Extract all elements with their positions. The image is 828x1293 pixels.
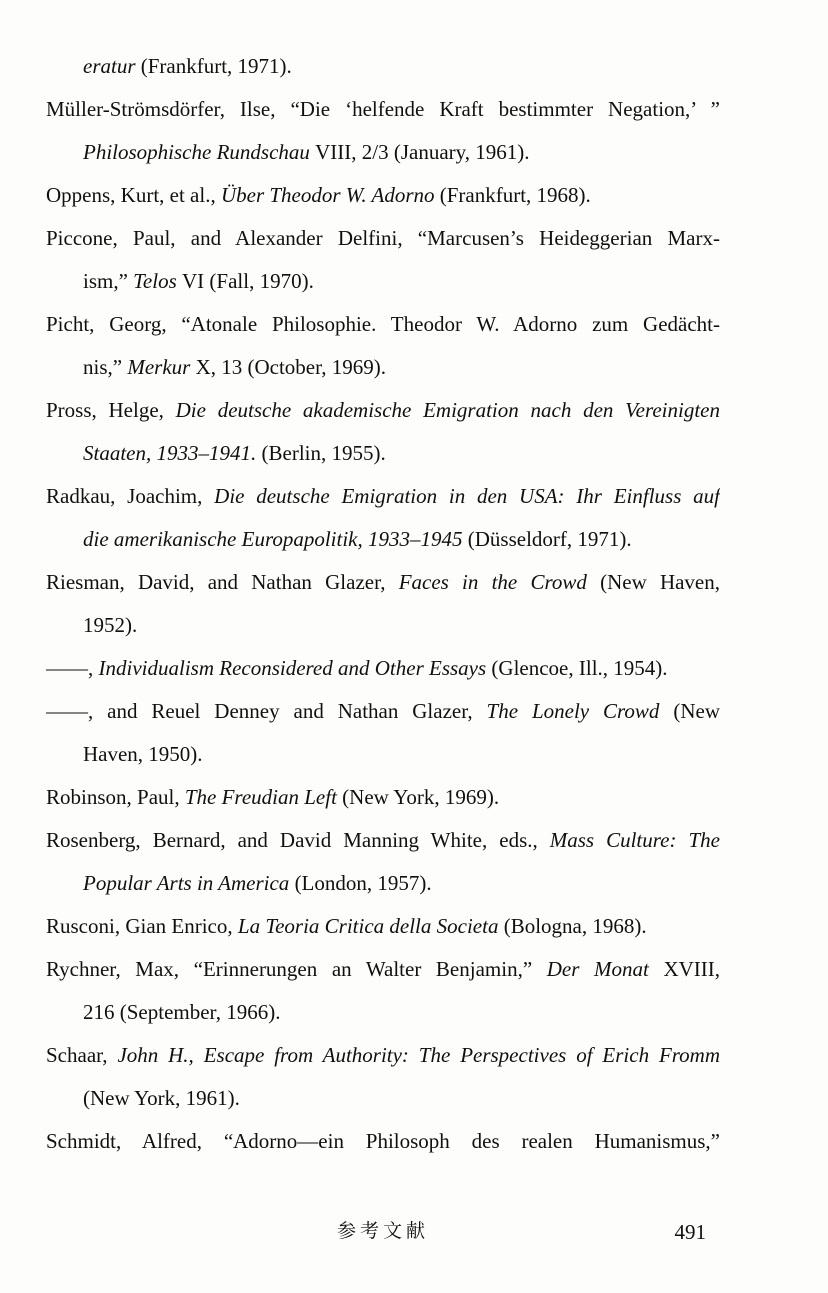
bib-text-italic: John H., Escape from Authority: The Perspectives of Erich Fromm: [117, 1043, 720, 1067]
bib-line: [46, 604, 720, 647]
bib-text-italic: Faces in the Crowd: [398, 570, 601, 594]
bib-text: nis,”: [83, 355, 128, 379]
bib-line: [46, 260, 720, 303]
bib-text: (Berlin, 1955).: [261, 441, 386, 465]
bib-line: [46, 518, 720, 561]
bib-text: Rychner, Max, “Erinnerungen an Walter Benjamin,”: [46, 957, 547, 981]
bib-text-italic: Merkur: [127, 355, 196, 379]
footer-section-title: 参考文献: [336, 1221, 430, 1242]
bib-line: [46, 948, 720, 991]
bib-text: Robinson, Paul,: [46, 785, 185, 809]
bib-line: [46, 88, 720, 131]
bibliography-text-block: [46, 45, 720, 1163]
bib-line: [46, 1034, 720, 1077]
bib-text: (New Haven,: [600, 570, 720, 594]
bib-text: Radkau, Joachim,: [46, 484, 215, 508]
bib-text-italic: eratur: [83, 54, 141, 78]
bib-text-italic: The Freudian Left: [184, 785, 343, 809]
bib-line: [46, 217, 720, 260]
bib-line: [46, 733, 720, 776]
bib-line: [46, 905, 720, 948]
bib-text: ——,: [46, 656, 99, 680]
bib-text: Haven, 1950).: [83, 742, 203, 766]
bib-text: Schmidt, Alfred, “Adorno—ein Philosoph des realen Humanismus,”: [46, 1129, 720, 1153]
bib-text-italic: Die deutsche Emigration in den USA: Ihr Einfluss auf: [214, 484, 720, 508]
bib-text: X, 13 (October, 1969).: [195, 355, 387, 379]
bib-text: (Frankfurt, 1968).: [439, 183, 591, 207]
bib-text-italic: Staaten, 1933–1941.: [83, 441, 262, 465]
bib-text: Piccone, Paul, and Alexander Delfini, “Marcusen’s Heideggerian Marx-: [46, 226, 720, 250]
bib-line: [46, 346, 720, 389]
footer-page-number: 491: [674, 1220, 706, 1244]
bib-text-italic: Über Theodor W. Adorno: [220, 183, 440, 207]
bib-line: [46, 475, 720, 518]
bib-line: [46, 1120, 720, 1163]
bib-line: [46, 991, 720, 1034]
bib-text: (London, 1957).: [294, 871, 432, 895]
bib-text: (New York, 1969).: [342, 785, 500, 809]
bib-line: [46, 45, 720, 88]
bib-text: (New York, 1961).: [83, 1086, 240, 1110]
bib-text: Oppens, Kurt, et al.,: [46, 183, 221, 207]
bib-line: [46, 776, 720, 819]
bib-text-italic: Die deutsche akademische Emigration nach den Vereinigten: [175, 398, 720, 422]
bib-text-italic: La Teoria Critica della Societa: [237, 914, 504, 938]
bib-text: (New: [673, 699, 720, 723]
bib-text-italic: The Lonely Crowd: [486, 699, 674, 723]
bib-line: [46, 862, 720, 905]
bib-text: (Glencoe, Ill., 1954).: [491, 656, 668, 680]
bib-text: Pross, Helge,: [46, 398, 176, 422]
bib-text: ism,”: [83, 269, 134, 293]
bib-text: (Düsseldorf, 1971).: [467, 527, 632, 551]
bib-text: VIII, 2/3 (January, 1961).: [315, 140, 530, 164]
bib-line: [46, 819, 720, 862]
bib-text-italic: Mass Culture: The: [549, 828, 720, 852]
bib-line: [46, 174, 720, 217]
bib-line: [46, 432, 720, 475]
bib-text: ——, and Reuel Denney and Nathan Glazer,: [46, 699, 487, 723]
bib-text: (Bologna, 1968).: [503, 914, 647, 938]
bib-text-italic: Der Monat: [546, 957, 664, 981]
bib-text-italic: Individualism Reconsidered and Other Essays: [98, 656, 492, 680]
bib-line: [46, 303, 720, 346]
bib-text: Picht, Georg, “Atonale Philosophie. Theodor W. Adorno zum Gedächt-: [46, 312, 720, 336]
bib-text: Rusconi, Gian Enrico,: [46, 914, 238, 938]
bib-text-italic: Popular Arts in America: [83, 871, 295, 895]
bib-text: Rosenberg, Bernard, and David Manning White, eds.,: [46, 828, 550, 852]
bib-text: VI (Fall, 1970).: [182, 269, 314, 293]
bib-text: 216 (September, 1966).: [83, 1000, 281, 1024]
bib-line: [46, 1077, 720, 1120]
bib-line: [46, 389, 720, 432]
bib-line: [46, 561, 720, 604]
bib-line: [46, 131, 720, 174]
bib-text: Müller-Strömsdörfer, Ilse, “Die ‘helfende Kraft bestimmter Negation,’ ”: [46, 97, 720, 121]
bib-text: Riesman, David, and Nathan Glazer,: [46, 570, 399, 594]
bib-text-italic: die amerikanische Europapolitik, 1933–1945: [83, 527, 468, 551]
page-footer: [46, 1216, 720, 1248]
bib-text: 1952).: [83, 613, 138, 637]
bib-text: Schaar,: [46, 1043, 118, 1067]
bib-text: XVIII,: [663, 957, 720, 981]
bib-text: (Frankfurt, 1971).: [140, 54, 292, 78]
bib-line: [46, 690, 720, 733]
bib-line: [46, 647, 720, 690]
bib-text-italic: Telos: [133, 269, 183, 293]
bib-text-italic: Philosophische Rundschau: [83, 140, 316, 164]
